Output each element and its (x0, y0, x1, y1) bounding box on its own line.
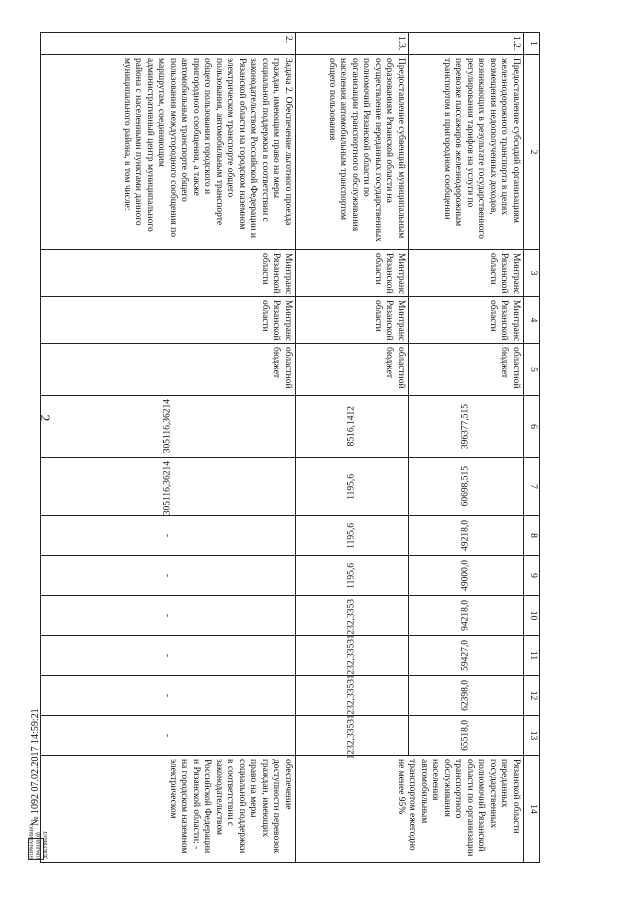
amount-year (296, 596, 409, 640)
table-row (296, 33, 409, 863)
amount-year (296, 556, 409, 596)
page-number: 2 (36, 414, 52, 422)
header-cell: 8 (524, 516, 540, 556)
amount-value: 1232,3353 (346, 639, 357, 680)
header-cell: 4 (524, 297, 540, 344)
amount-year (296, 516, 409, 556)
amount-value: 49000,0 (460, 560, 471, 591)
amount-year (409, 676, 524, 716)
coexecutor: Минтранс Рязанской области (41, 297, 296, 344)
amount-year (41, 458, 296, 516)
amount-year (296, 676, 409, 720)
amount-value: - (162, 613, 173, 618)
funding-source: областной бюджет (409, 344, 524, 396)
header-cell: 14 (524, 756, 540, 863)
header-cell: 2 (524, 55, 540, 250)
header-cell: 13 (524, 716, 540, 756)
amount-value: - (162, 533, 173, 538)
expected-result: Рязанской области переданных государственных полномочий Рязанской области по организации транспортного обслуживания населения автомобильным транспортом ежегодно не менее 95% (296, 756, 524, 863)
measure-name: Задача 2. Обеспечение льготного проезда граждан, имеющим право на меры социальной поддержки в соответствии с законодательством Российской Федерации и Рязанской области на городском наземном электрическом транспорте общего пользования, автомобильным транспорте общего пользования городского и пригородного сообщения, а также автомобильным транспорте общего пользования междугородного сообщения по маршрутам, соединяющим административный центр муниципального района с населенными пунктами данного муниципального района, в том числе: (41, 55, 296, 250)
amount-total (409, 396, 524, 458)
header-cell: 10 (524, 596, 540, 636)
header-cell: 9 (524, 556, 540, 596)
table-row (41, 33, 296, 863)
amount-year (409, 556, 524, 596)
amount-value: - (162, 653, 173, 658)
amount-total (41, 396, 296, 458)
amount-value: - (162, 733, 173, 738)
funding-source: областной бюджет (41, 344, 296, 396)
amount-year (409, 458, 524, 516)
executor: Минтранс Рязанской области (41, 250, 296, 297)
amount-year (41, 636, 296, 676)
row-number: 1.3. (296, 33, 409, 55)
amount-value: 1232,3353 (346, 599, 357, 640)
header-cell: 5 (524, 344, 540, 396)
header-cell: 6 (524, 396, 540, 458)
amount-value: 1195,6 (346, 473, 357, 500)
funding-source: областной бюджет (296, 344, 409, 396)
amount-value: 94218,0 (460, 600, 471, 631)
header-cell: 7 (524, 458, 540, 516)
amount-value: 1232,3353 (346, 719, 357, 760)
amount-value: 62398,0 (460, 680, 471, 711)
header-cell: 11 (524, 636, 540, 676)
measure-name: Предоставление субвенций муниципальным образованиям Рязанской области на осуществление переданных государственных полномочий Рязанской области по организации транспортного обслуживания населения автомобильным транспортом общего пользования (296, 55, 409, 250)
expected-result: обеспечение доступности перевозок граждан, имеющих право на меры социальной поддержки в соответствии с законодательством Российской Федерации и Рязанской области: - на городском наземном электрическом (41, 756, 296, 863)
amount-value: 305116,36214 (162, 399, 173, 454)
amount-value: 396377,515 (460, 403, 471, 450)
amount-year (409, 596, 524, 636)
row-number: 2. (41, 33, 296, 55)
amount-year (409, 716, 524, 756)
amount-value: 1195,6 (346, 522, 357, 549)
amount-year (41, 516, 296, 556)
program-measures-table (40, 32, 540, 863)
amount-year (41, 676, 296, 716)
table-row (409, 33, 524, 863)
amount-year (296, 716, 409, 760)
amount-value: 59427,0 (460, 640, 471, 671)
amount-year (41, 716, 296, 756)
amount-value: 65518,0 (460, 720, 471, 751)
amount-year (296, 636, 409, 680)
amount-value: 60698,515 (460, 466, 471, 507)
amount-year (409, 636, 524, 676)
measure-name: Предоставление субсидий организациям железнодорожного транспорта в целях возмещения недополученных доходов, возникающих в результате государственного регулирования тарифов на услуги по перевозке пассажиров железнодорожным транспортом в пригородном сообщении (409, 55, 524, 250)
amount-value: 1232,3353 (346, 679, 357, 720)
amount-value: - (162, 693, 173, 698)
header-row (524, 33, 540, 863)
executor: Минтранс Рязанской области (296, 250, 409, 297)
header-cell: 1 (524, 33, 540, 55)
amount-total (296, 396, 409, 458)
amount-year (409, 516, 524, 556)
executor: Минтранс Рязанской области (409, 250, 524, 297)
amount-year (296, 458, 409, 516)
header-cell: 12 (524, 676, 540, 716)
rotated-table-container (60, 32, 540, 862)
coexecutor: Минтранс Рязанской области (296, 297, 409, 344)
registry-logo: НОРМАТИВНО-ПРАВОВОЙ ДОКУМЕНТ (30, 822, 49, 859)
document-registration-number: № 1092 07.02.2017 14:59:21 (30, 708, 41, 826)
coexecutor: Минтранс Рязанской области (409, 297, 524, 344)
amount-value: 305116,36214 (162, 461, 173, 516)
amount-value: 8516,1412 (346, 406, 357, 447)
amount-value: 49218,0 (460, 520, 471, 551)
amount-value: 1195,6 (346, 562, 357, 589)
amount-value: - (162, 573, 173, 578)
amount-year (41, 596, 296, 636)
header-cell: 3 (524, 250, 540, 297)
amount-year (41, 556, 296, 596)
row-number: 1.2. (409, 33, 524, 55)
